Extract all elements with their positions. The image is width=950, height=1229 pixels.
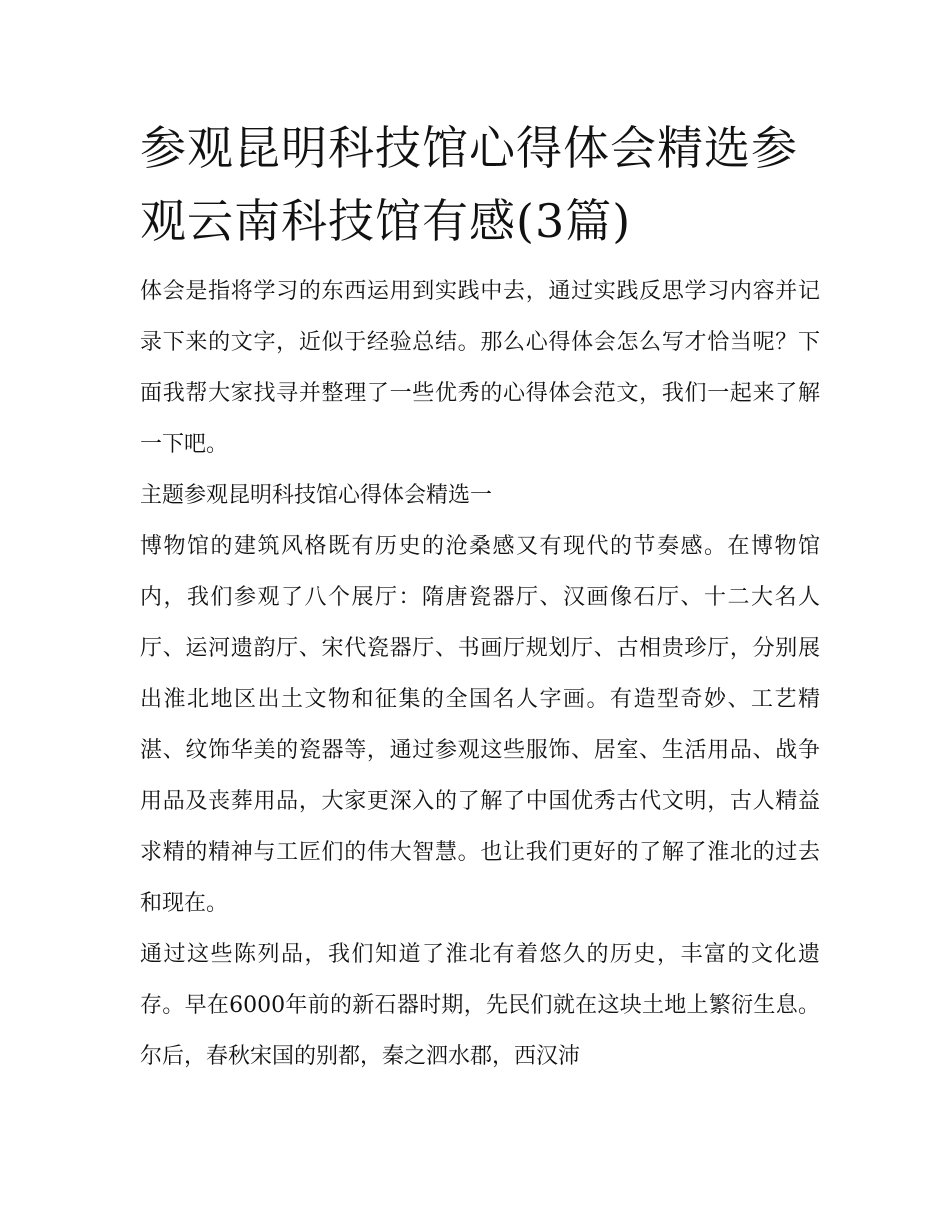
- section-heading: 主题参观昆明科技馆心得体会精选一: [140, 483, 493, 508]
- body-paragraph: 通过这些陈列品，我们知道了淮北有着悠久的历史，丰富的文化遗存。早在6000年前的新石器时期，先民们就在这块土地上繁衍生息。尔后，春秋宋国的别都，秦之泗水郡，西汉沛: [140, 942, 820, 1069]
- document-title: 参观昆明科技馆心得体会精选参观云南科技馆有感(3篇): [140, 121, 798, 248]
- document-page: [140, 112, 820, 1082]
- body-paragraph: 博物馆的建筑风格既有历史的沧桑感又有现代的节奏感。在博物馆内，我们参观了八个展厅：隋唐瓷器厅、汉画像石厅、十二大名人厅、运河遗韵厅、宋代瓷器厅、书画厅规划厅、古相贵珍厅，分别展出淮北地区出土文物和征集的全国名人字画。有造型奇妙、工艺精湛、纹饰华美的瓷器等，通过参观这些服饰、居室、生活用品、战争用品及丧葬用品，大家更深入的了解了中国优秀古代文明，古人精益求精的精神与工匠们的伟大智慧。也让我们更好的了解了淮北的过去和现在。: [140, 534, 820, 916]
- intro-paragraph: 体会是指将学习的东西运用到实践中去，通过实践反思学习内容并记录下来的文字，近似于经验总结。那么心得体会怎么写才恰当呢？下面我帮大家找寻并整理了一些优秀的心得体会范文，我们一起来了解一下吧。: [140, 279, 820, 457]
